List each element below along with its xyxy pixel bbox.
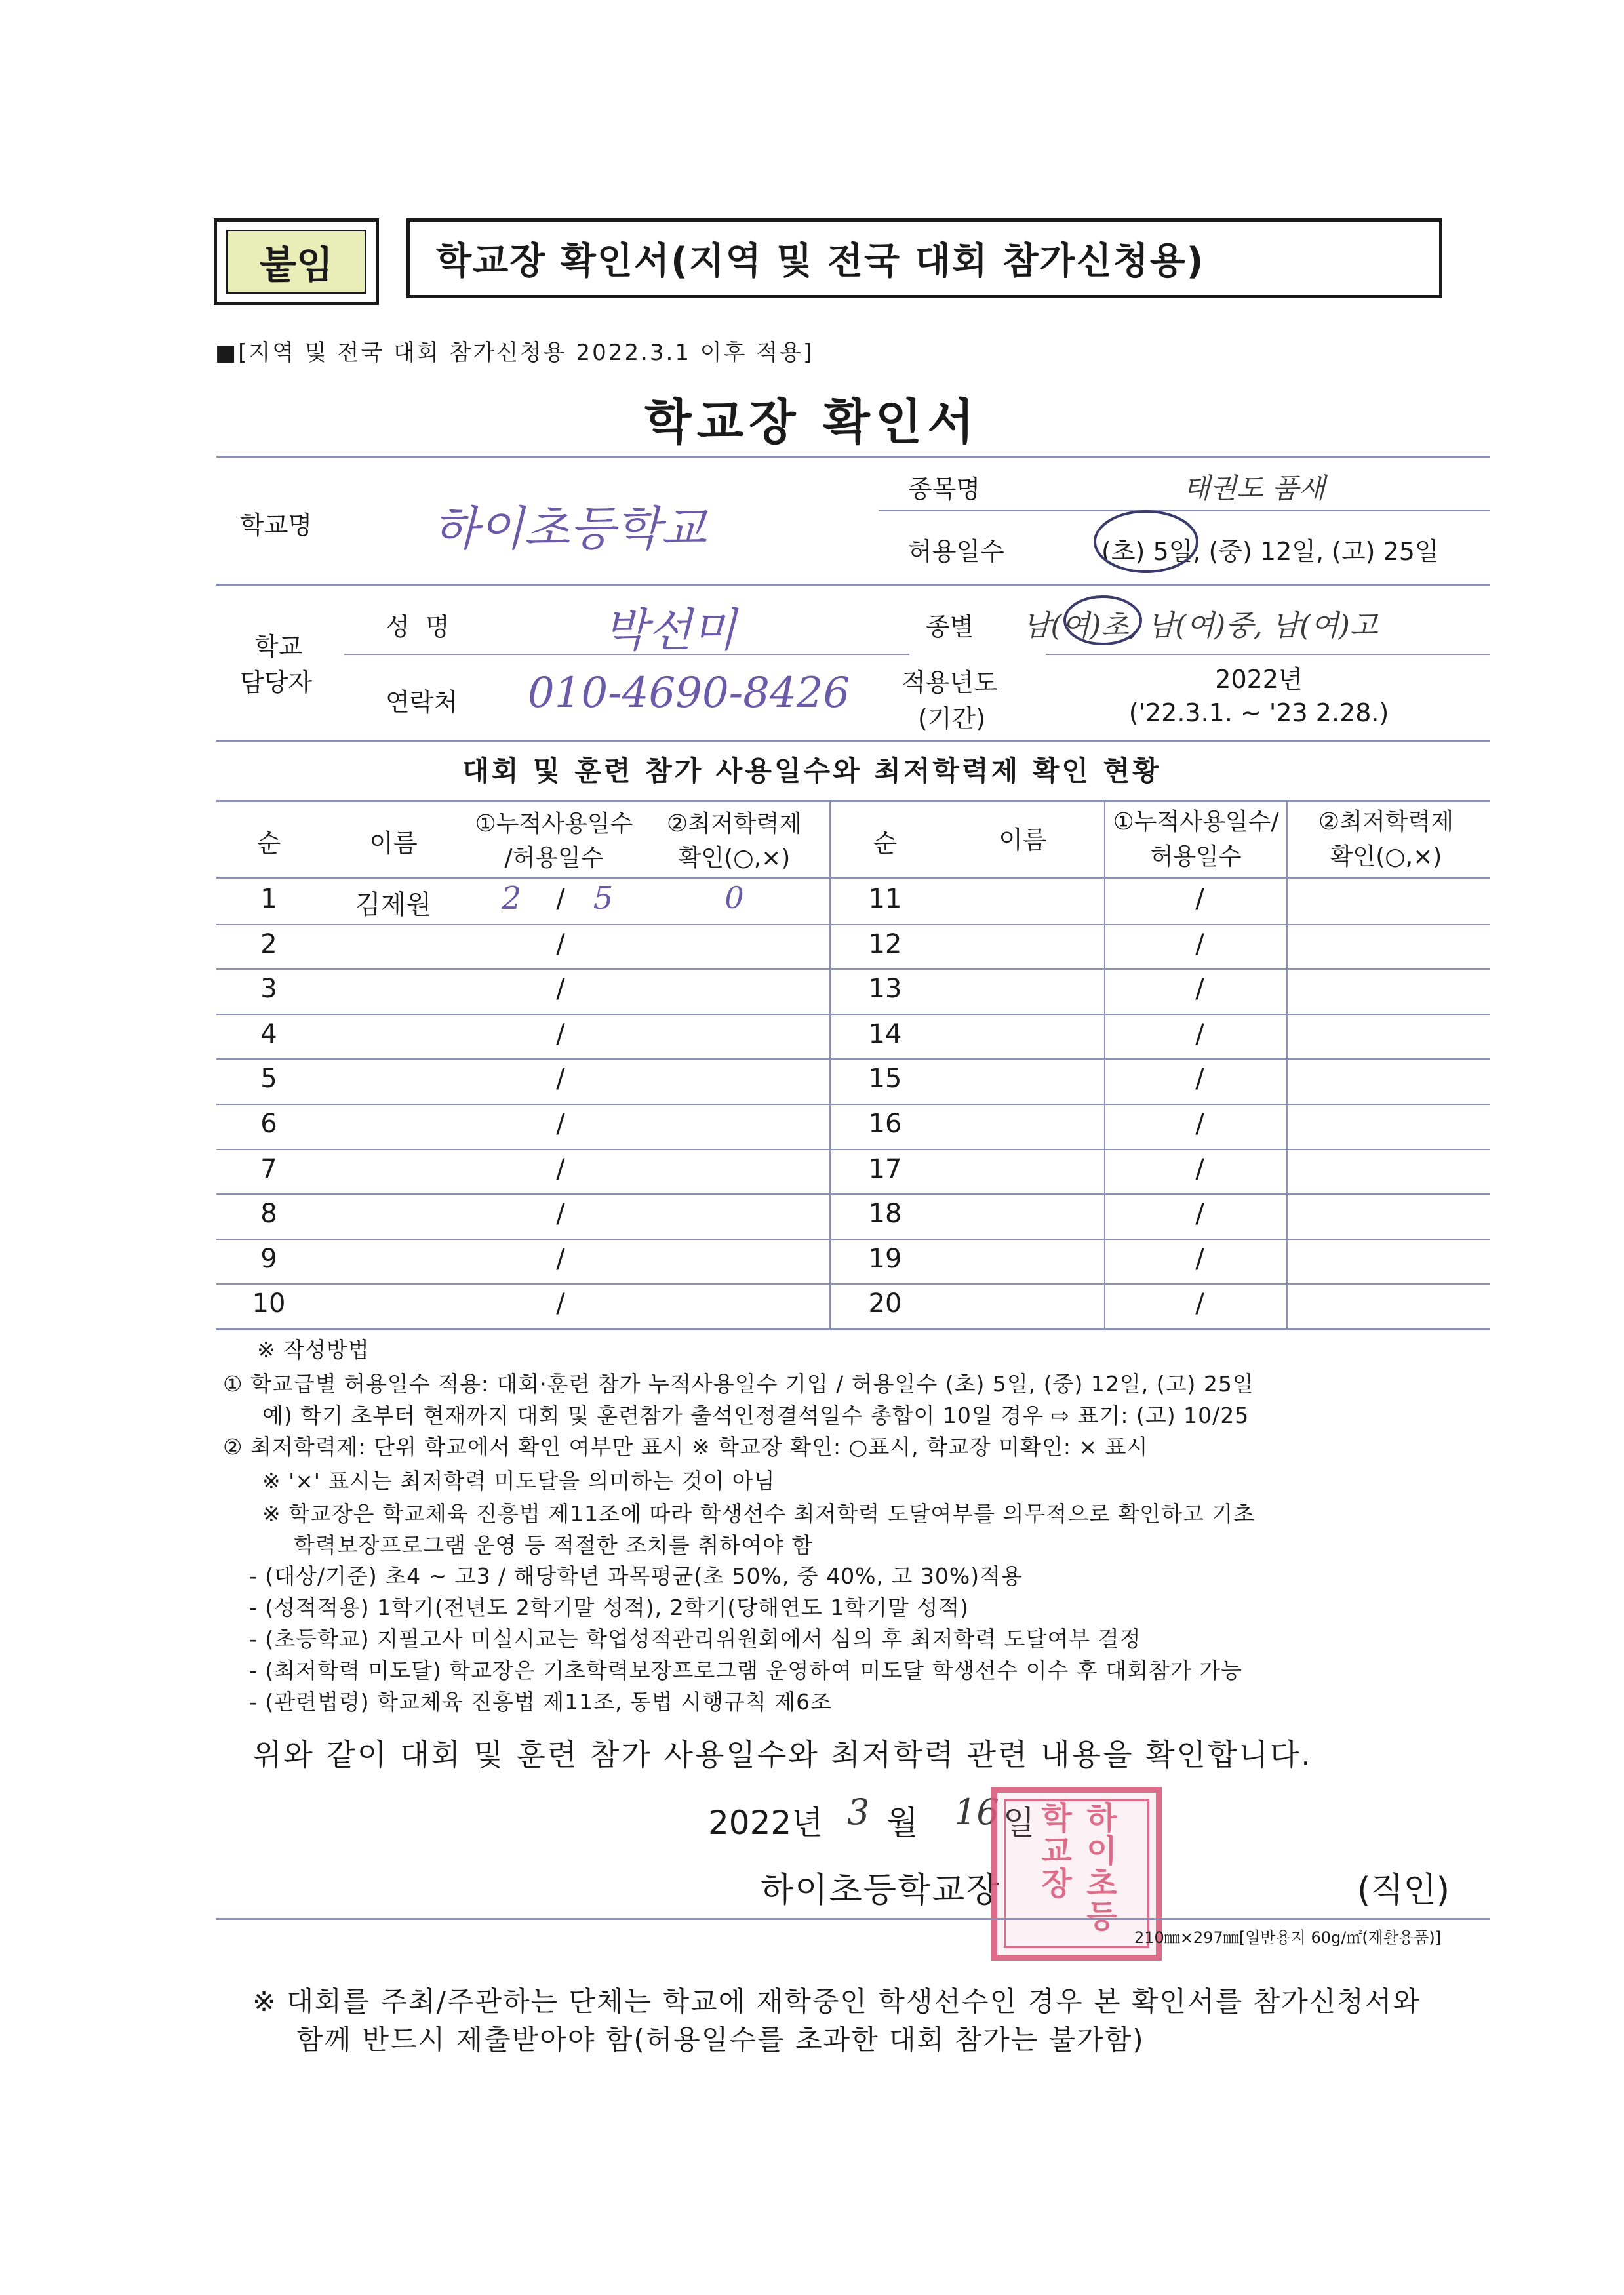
- note-line-7: - (대상/기준) 초4 ~ 고3 / 해당학년 과목평균(초 50%, 중 40%, 고 30%)적용: [249, 1563, 1023, 1589]
- row-check-left: 0: [724, 880, 744, 915]
- row-allowed-left: 5: [593, 880, 614, 917]
- date-day: 16: [954, 1791, 999, 1833]
- row-slash-left: /: [556, 1288, 565, 1319]
- row-divider: [216, 1239, 1490, 1240]
- signer-name: 하이초등학교장: [761, 1871, 1000, 1910]
- row-slash-right: /: [1195, 1018, 1204, 1049]
- female-circle-mark: [1056, 589, 1154, 654]
- row-slash-right: /: [1195, 884, 1204, 914]
- date-year: 2022년: [708, 1804, 823, 1842]
- elementary-circle-mark: [1088, 504, 1206, 579]
- header-days-left-1: ①누적사용일수: [475, 810, 633, 837]
- row-number-left: 6: [260, 1109, 277, 1139]
- row-number-right: 13: [868, 974, 902, 1005]
- note-line-11: - (관련법령) 학교체육 진흥법 제11조, 동법 시행규칙 제6조: [249, 1689, 832, 1715]
- header-days-right-1: ①누적사용일수/: [1113, 808, 1279, 835]
- note-line-10: - (최저학력 미도달) 학교장은 기초학력보장프로그램 운영하여 미도달 학생선수 이수 후 대회참가 가능: [249, 1658, 1243, 1683]
- row-slash-right: /: [1195, 1064, 1204, 1094]
- row-number-right: 19: [868, 1243, 902, 1274]
- row-divider: [216, 1058, 1490, 1060]
- row-number-right: 16: [868, 1109, 902, 1139]
- form-title: 학교장 확인서: [644, 394, 980, 450]
- attachment-label: 붙임: [226, 230, 366, 294]
- note-line-6: 학력보장프로그램 운영 등 적절한 조치를 취하여야 함: [294, 1532, 814, 1558]
- seal-text: 하이초등학교장: [1004, 1799, 1149, 1948]
- header-title: 학교장 확인서(지역 및 전국 대회 참가신청용): [406, 218, 1442, 298]
- row-name-left: 김제원: [355, 890, 431, 920]
- attachment-badge: [214, 218, 379, 305]
- row-slash-left: /: [556, 1199, 565, 1229]
- row-slash-left: /: [556, 884, 565, 914]
- date-month: 3: [847, 1791, 870, 1833]
- row-slash-right: /: [1195, 1243, 1204, 1274]
- row-divider: [216, 1193, 1490, 1195]
- row-number-right: 17: [868, 1153, 902, 1184]
- year-label-2: (기간): [918, 704, 986, 733]
- footer-note-1: ※ 대회를 주최/주관하는 단체는 학교에 재학중인 학생선수인 경우 본 확인서를 참가신청서와: [252, 1986, 1421, 2018]
- row-number-left: 9: [260, 1243, 277, 1274]
- header-name-right: 이름: [999, 826, 1047, 854]
- row-slash-left: /: [556, 928, 565, 959]
- gender-label: 종별: [926, 612, 974, 641]
- paper-spec: 210㎜×297㎜[일반용지 60g/㎡(재활용품)]: [1134, 1928, 1442, 1947]
- header-check-left-2: 확인(○,×): [678, 845, 791, 871]
- event-label: 종목명: [908, 475, 981, 504]
- seal-label: (직인): [1357, 1871, 1450, 1910]
- header-name-left: 이름: [369, 829, 418, 858]
- row-divider: [216, 1149, 1490, 1150]
- header-order-right: 순: [873, 829, 898, 858]
- confirmation-text: 위와 같이 대회 및 훈련 참가 사용일수와 최저학력 관련 내용을 확인합니다.: [252, 1737, 1313, 1772]
- row-divider: [216, 968, 1490, 970]
- row-divider: [216, 1014, 1490, 1015]
- note-line-3: ② 최저학력제: 단위 학교에서 확인 여부만 표시 ※ 학교장 확인: ○표시, 학교장 미확인: × 표시: [223, 1434, 1149, 1460]
- header-days-right-2: 허용일수: [1150, 843, 1242, 870]
- note-line-5: ※ 학교장은 학교체육 진흥법 제11조에 따라 학생선수 최저학력 도달여부를 의무적으로 확인하고 기초: [262, 1501, 1256, 1527]
- name-value: 박선미: [603, 603, 736, 657]
- row-number-right: 11: [868, 884, 902, 914]
- row-divider: [216, 1104, 1490, 1105]
- contact-value: 010-4690-8426: [528, 669, 850, 717]
- school-label: 학교명: [240, 511, 313, 540]
- table-title: 대회 및 훈련 참가 사용일수와 최저학력제 확인 현황: [462, 755, 1162, 787]
- row-slash-left: /: [556, 1153, 565, 1184]
- date-day-unit: 일: [1003, 1804, 1035, 1842]
- row-slash-right: /: [1195, 1109, 1204, 1139]
- row-number-left: 8: [260, 1199, 277, 1229]
- row-number-right: 18: [868, 1199, 902, 1229]
- header-order-left: 순: [256, 829, 281, 858]
- name-label: 성 명: [386, 612, 450, 641]
- row-number-right: 12: [868, 928, 902, 959]
- row-slash-right: /: [1195, 928, 1204, 959]
- note-line-8: - (성적적용) 1학기(전년도 2학기말 성적), 2학기(당해연도 1학기말 성적): [249, 1595, 970, 1620]
- row-number-left: 4: [260, 1018, 277, 1049]
- row-slash-left: /: [556, 974, 565, 1005]
- manager-label-1: 학교: [254, 632, 303, 661]
- row-number-right: 20: [868, 1288, 902, 1319]
- row-slash-right: /: [1195, 1153, 1204, 1184]
- row-slash-right: /: [1195, 1288, 1204, 1319]
- row-number-right: 15: [868, 1064, 902, 1094]
- allowed-days-label: 허용일수: [908, 537, 1004, 566]
- school-value: 하이초등학교: [433, 501, 707, 556]
- note-line-2: 예) 학기 초부터 현재까지 대회 및 훈련참가 출석인정결석일수 총합이 10일 경우 ⇨ 표기: (고) 10/25: [262, 1403, 1250, 1428]
- year-label-1: 적용년도: [901, 668, 998, 697]
- header-days-left-2: /허용일수: [504, 845, 604, 871]
- date-month-unit: 월: [886, 1804, 919, 1842]
- row-number-left: 2: [260, 928, 277, 959]
- row-number-left: 10: [252, 1288, 286, 1319]
- row-divider: [216, 1283, 1490, 1285]
- period-value: ('22.3.1. ~ '23 2.28.): [1128, 698, 1389, 727]
- row-number-left: 3: [260, 974, 277, 1005]
- row-divider: [216, 924, 1490, 925]
- row-slash-left: /: [556, 1064, 565, 1094]
- row-number-left: 1: [260, 884, 277, 914]
- row-slash-left: /: [556, 1018, 565, 1049]
- allowed-days-value: (초) 5일, (중) 12일, (고) 25일: [1101, 537, 1439, 566]
- row-slash-left: /: [556, 1243, 565, 1274]
- row-used-left: 2: [501, 880, 522, 917]
- notes-heading: ※ 작성방법: [257, 1337, 370, 1363]
- header-check-right-1: ②최저학력제: [1318, 808, 1454, 835]
- subheader: ■[지역 및 전국 대회 참가신청용 2022.3.1 이후 적용]: [215, 340, 814, 366]
- row-slash-right: /: [1195, 1199, 1204, 1229]
- note-line-1: ① 학교급별 허용일수 적용: 대회·훈련 참가 누적사용일수 기입 / 허용일수 (초) 5일, (중) 12일, (고) 25일: [223, 1371, 1254, 1397]
- row-slash-right: /: [1195, 974, 1204, 1005]
- manager-label-2: 담당자: [240, 668, 313, 697]
- note-line-9: - (초등학교) 지필고사 미실시교는 학업성적관리위원회에서 심의 후 최저학력 도달여부 결정: [249, 1626, 1141, 1652]
- header-check-left-1: ②최저학력제: [666, 810, 802, 837]
- row-slash-left: /: [556, 1109, 565, 1139]
- row-number-left: 5: [260, 1064, 277, 1094]
- row-number-left: 7: [260, 1153, 277, 1184]
- year-value: 2022년: [1215, 665, 1303, 694]
- contact-label: 연락처: [386, 688, 458, 717]
- footer-note-2: 함께 반드시 제출받아야 함(허용일수를 초과한 대회 참가는 불가함): [296, 2024, 1145, 2056]
- bottom-rule: [216, 1918, 1490, 1920]
- header-check-right-2: 확인(○,×): [1330, 843, 1442, 870]
- gender-value: 남(여)초, 남(여)중, 남(여)고: [1023, 609, 1378, 643]
- note-line-4: ※ '×' 표시는 최저학력 미도달을 의미하는 것이 아님: [262, 1468, 776, 1494]
- row-number-right: 14: [868, 1018, 902, 1049]
- event-value: 태권도 품새: [1183, 472, 1326, 504]
